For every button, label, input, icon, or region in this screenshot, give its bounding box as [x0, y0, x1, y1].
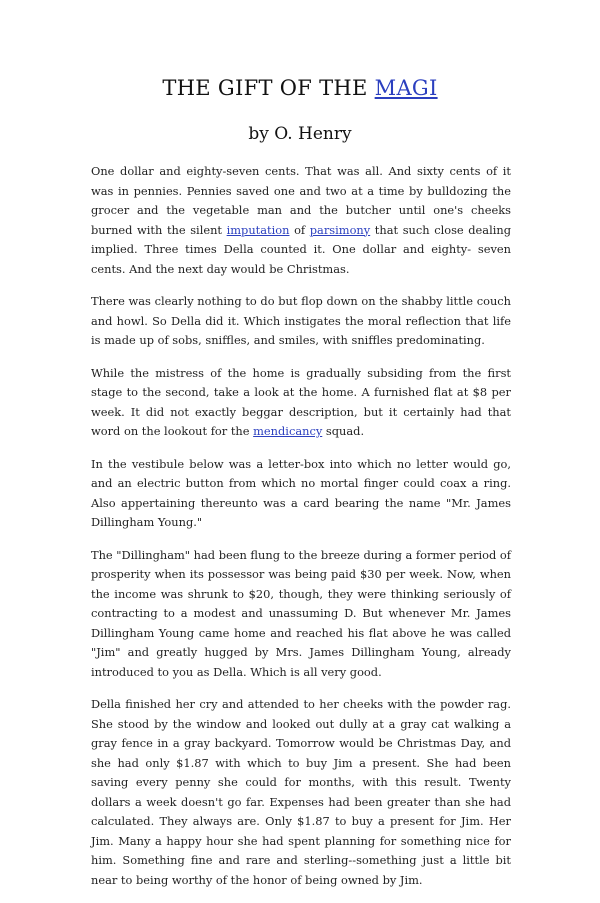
imputation-link[interactable]: imputation [226, 222, 290, 237]
story-body [91, 162, 511, 903]
paragraph-5: The "Dillingham" had been flung to the breeze during a former period of prosperity when its possessor was being paid $30 per week. Now, when the income was shrunk to $20, though, they were thinking seriously of contracting to a modest and unassuming D. But whenever Mr. James Dillingham Young came home and reached his flat above he was called "Jim" and greatly hugged by Mrs. James Dillingham Young, already introduced to you as Della. Which is all very good. [91, 547, 511, 679]
story-title [0, 76, 600, 100]
author-byline: by O. Henry [248, 124, 352, 144]
parsimony-link[interactable]: parsimony [309, 222, 371, 237]
paragraph-4: In the vestibule below was a letter-box into which no letter would go, and an electric button from which no mortal finger could coax a ring. Also appertaining thereunto was a card bearing the name "Mr. James Dillingham Young." [91, 456, 511, 529]
paragraph-2: There was clearly nothing to do but flop down on the shabby little couch and howl. So Della did it. Which instigates the moral reflection that life is made up of sobs, sniffles, and smiles, with sniffles predominating. [91, 294, 511, 347]
mendicancy-link[interactable]: mendicancy [253, 424, 323, 438]
paragraph-3: While the mistress of the home is gradually subsiding from the first stage to the second, take a look at the home. A furnished flat at $8 per week. It did not exactly beggar description, but it certainly had that word on the lookout for the mendicancy squad. [91, 365, 511, 438]
paragraph-6: Della finished her cry and attended to her cheeks with the powder rag. She stood by the window and looked out dully at a gray cat walking a gray fence in a gray backyard. Tomorrow would be Christmas Day, and she had only $1.87 with which to buy Jim a present. She had been saving every penny she could for months, with this result. Twenty dollars a week doesn't go far. Expenses had been greater than she had calculated. They always are. Only $1.87 to buy a present for Jim. Her Jim. Many a happy hour she had spent planning for something nice for him. Something fine and rare and sterling--something just a little bit near to being worthy of the honor of being owned by Jim. [91, 697, 511, 887]
paragraph-1: One dollar and eighty-seven cents. That was all. And sixty cents of it was in pennies. Pennies saved one and two at a time by bulldozing the grocer and the vegetable man and the butcher until one's cheeks burned with the silent imputation of parsimony that such close dealing implied. Three times Della counted it. One dollar and eighty- seven cents. And the next day would be Christmas. [91, 164, 511, 276]
magi-link[interactable]: MAGI [374, 76, 438, 100]
title-text: THE GIFT OF THE [162, 76, 375, 100]
